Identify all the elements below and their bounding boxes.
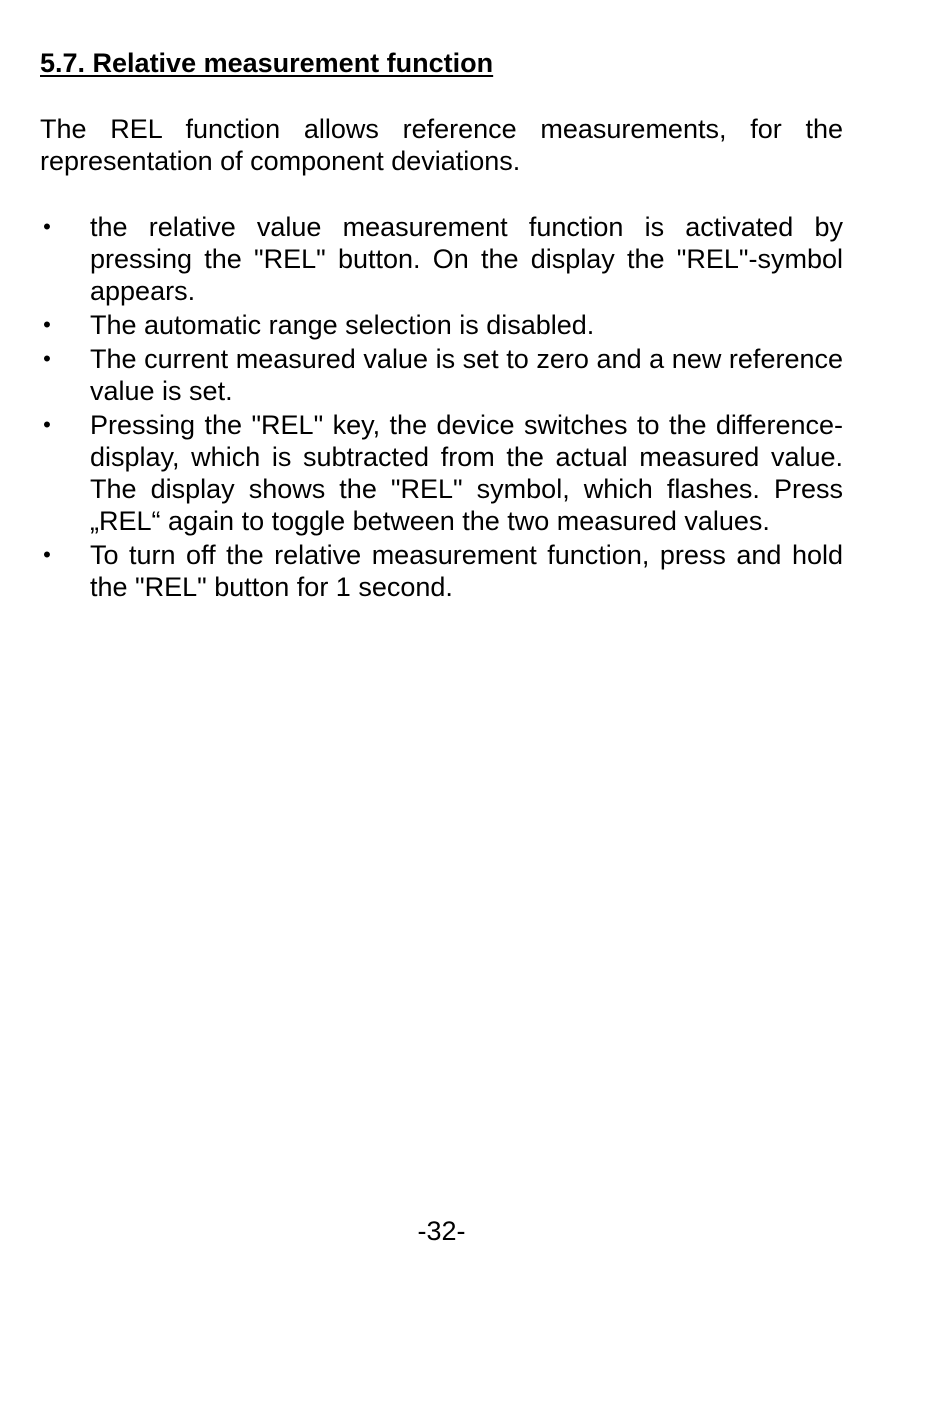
- bullet-icon: •: [43, 312, 51, 337]
- document-page: [40, 44, 843, 605]
- list-item-text: The automatic range selection is disabled.: [90, 310, 595, 340]
- bullet-icon: •: [43, 412, 51, 437]
- list-item: [40, 343, 843, 407]
- intro-paragraph: The REL function allows reference measurements, for the representation of component deviations.: [40, 114, 843, 176]
- page-number: -32-: [417, 1216, 466, 1246]
- list-item: [40, 539, 843, 603]
- bullet-icon: •: [43, 542, 51, 567]
- list-item: [40, 309, 843, 341]
- bullet-icon: •: [43, 214, 51, 239]
- list-item: [40, 211, 843, 307]
- list-item-text: Pressing the "REL" key, the device switches to the difference-display, which is subtracted from the actual measured value. The display shows the "REL" symbol, which flashes. Press „REL“ again to toggle between the two measured values.: [90, 410, 843, 536]
- list-item-text: the relative value measurement function is activated by pressing the "REL" button. On the display the "REL"-symbol appears.: [90, 212, 843, 306]
- bullet-icon: •: [43, 346, 51, 371]
- list-item: [40, 409, 843, 537]
- list-item-text: The current measured value is set to zero and a new reference value is set.: [90, 344, 843, 406]
- bullet-list: [40, 211, 843, 603]
- list-item-text: To turn off the relative measurement function, press and hold the "REL" button for 1 second.: [90, 540, 843, 602]
- section-heading: 5.7. Relative measurement function: [40, 48, 494, 78]
